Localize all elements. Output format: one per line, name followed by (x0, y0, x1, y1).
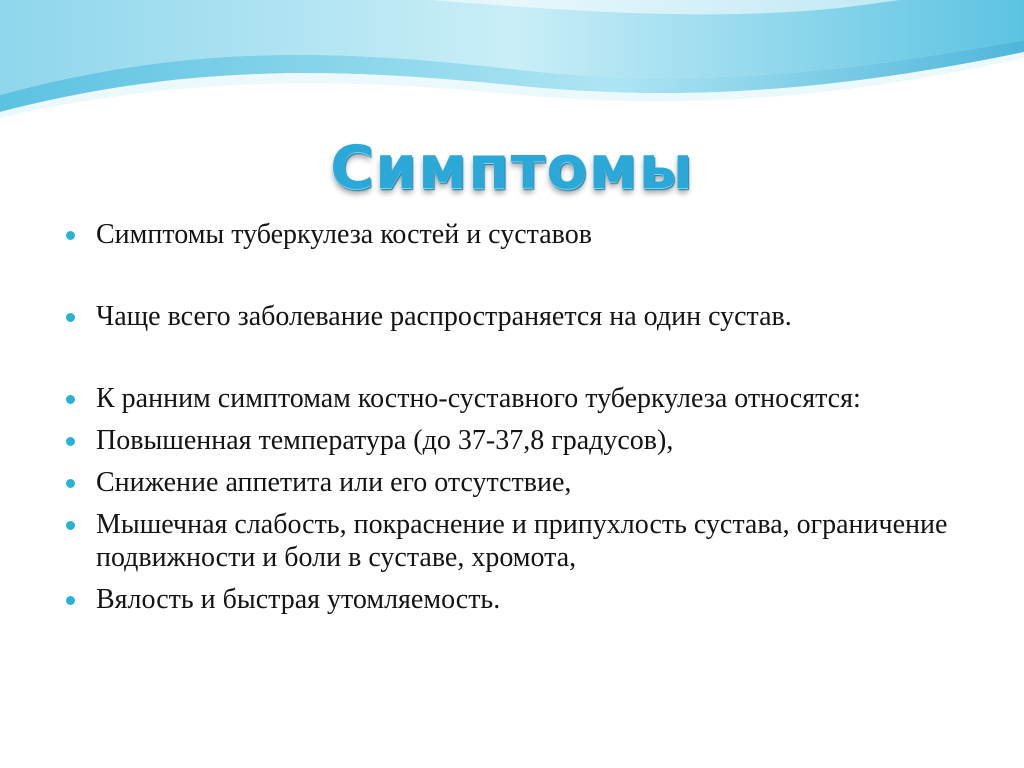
bullet-dot-icon (66, 596, 75, 605)
bullet-item (64, 466, 964, 499)
bullet-dot-icon (66, 521, 75, 530)
bullet-text: Вялость и быстрая утомляемость. (96, 584, 501, 615)
bullet-text: Мышечная слабость, покраснение и припухлость сустава, ограничение подвижности и боли в суставе, хромота, (96, 509, 948, 573)
bullet-list (64, 218, 964, 616)
bullet-item (64, 382, 964, 415)
bullet-item (64, 424, 964, 457)
bullet-text: Снижение аппетита или его отсутствие, (96, 467, 572, 498)
slide-title: Симптомы (330, 133, 694, 203)
bullet-dot-icon (66, 313, 75, 322)
bullet-text: Симптомы туберкулеза костей и суставов (96, 219, 592, 250)
bullet-dot-icon (66, 395, 75, 404)
bullet-text: Повышенная температура (до 37-37,8 градусов), (96, 425, 674, 456)
bullet-item (64, 300, 964, 333)
wave-header-decoration (0, 0, 1024, 130)
bullet-dot-icon (66, 437, 75, 446)
bullet-dot-icon (66, 231, 75, 240)
bullet-item (64, 218, 964, 251)
bullet-dot-icon (66, 479, 75, 488)
bullet-text: К ранним симптомам костно-суставного туберкулеза относятся: (96, 383, 861, 414)
bullet-item (64, 508, 964, 574)
bullet-item (64, 583, 964, 616)
bullet-text: Чаще всего заболевание распространяется на один сустав. (96, 301, 792, 332)
